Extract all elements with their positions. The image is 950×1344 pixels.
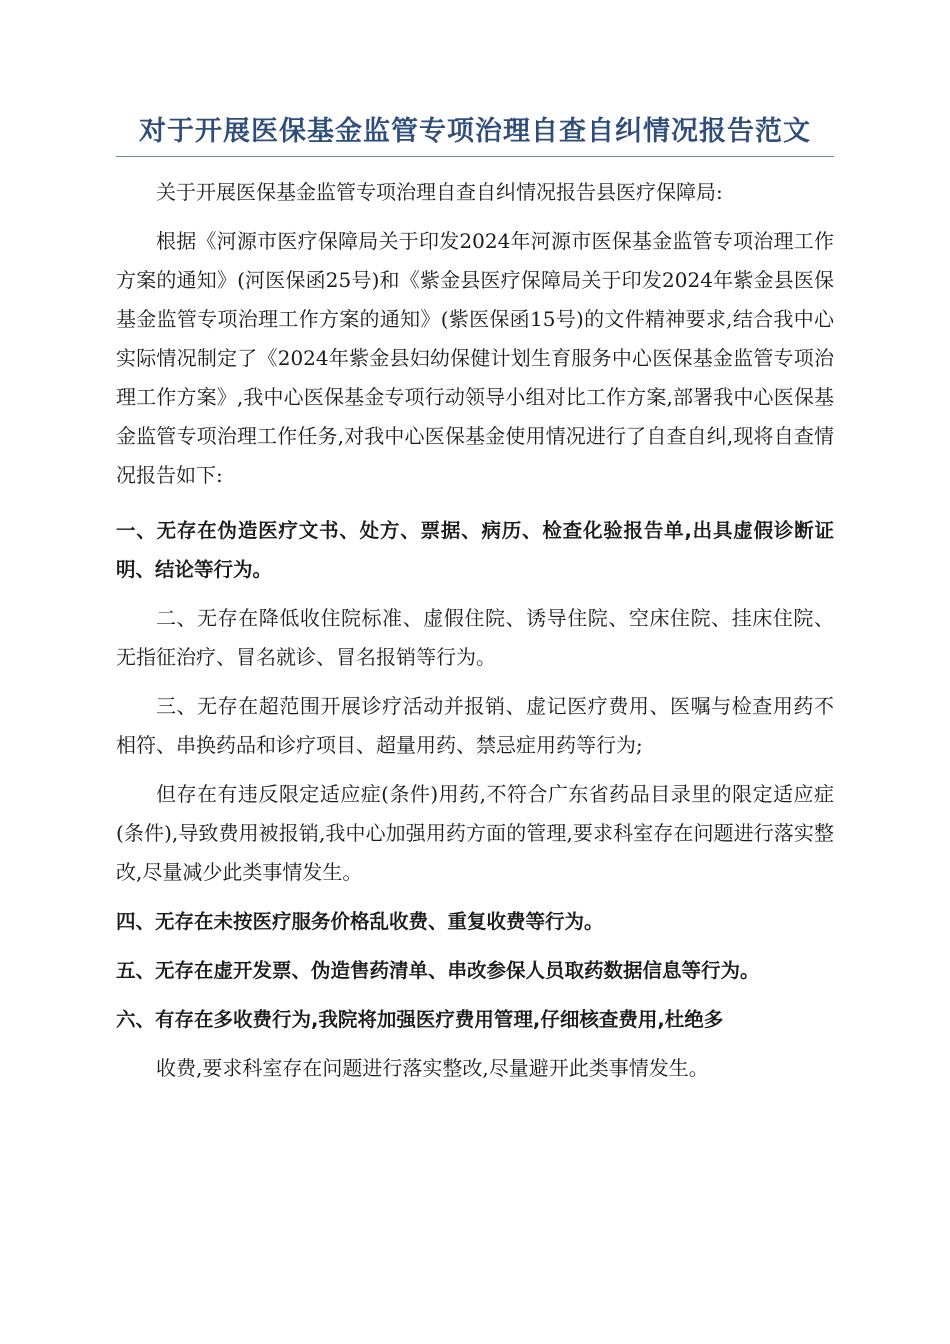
section-3-note-paragraph: 但存在有违反限定适应症(条件)用药,不符合广东省药品目录里的限定适应症(条件),导致费用被报销,我中心加强用药方面的管理,要求科室存在问题进行落实整改,尽量减少此类事情发生。 bbox=[116, 782, 834, 884]
section-3-paragraph: 三、无存在超范围开展诊疗活动并报销、虚记医疗费用、医嘱与检查用药不相符、串换药品和诊疗项目、超量用药、禁忌症用药等行为; bbox=[116, 694, 834, 757]
section-6-paragraph: 收费,要求科室存在问题进行落实整改,尽量避开此类事情发生。 bbox=[156, 1056, 709, 1080]
section-1-heading: 一、无存在伪造医疗文书、处方、票据、病历、检查化验报告单,出具虚假诊断证明、结论等行为。 bbox=[116, 519, 834, 581]
section-2-paragraph: 二、无存在降低收住院标准、虚假住院、诱导住院、空床住院、挂床住院、无指征治疗、冒名就诊、冒名报销等行为。 bbox=[116, 606, 834, 669]
salutation-paragraph: 关于开展医保基金监管专项治理自查自纠情况报告县医疗保障局: bbox=[156, 180, 723, 204]
intro-paragraph: 根据《河源市医疗保障局关于印发2024年河源市医保基金监管专项治理工作方案的通知》(河医保函25号)和《紫金县医疗保障局关于印发2024年紫金县医保基金监管专项治理工作方案的通知》(紫医保函15号)的文件精神要求,结合我中心实际情况制定了《2024年紫金县妇幼保健计划生育服务中心医保基金监管专项治理工作方案》,我中心医保基金专项行动领导小组对比工作方案,部署我中心医保基金监管专项治理工作任务,对我中心医保基金使用情况进行了自查自纠,现将自查情况报告如下: bbox=[116, 229, 834, 487]
document-title: 对于开展医保基金监管专项治理自查自纠情况报告范文 bbox=[116, 112, 834, 157]
section-5-heading: 五、无存在虚开发票、伪造售药清单、串改参保人员取药数据信息等行为。 bbox=[116, 959, 760, 982]
document-page bbox=[116, 112, 834, 1098]
section-6-heading: 六、有存在多收费行为,我院将加强医疗费用管理,仔细核查费用,杜绝多 bbox=[116, 1008, 724, 1031]
section-4-heading: 四、无存在未按医疗服务价格乱收费、重复收费等行为。 bbox=[116, 910, 604, 933]
